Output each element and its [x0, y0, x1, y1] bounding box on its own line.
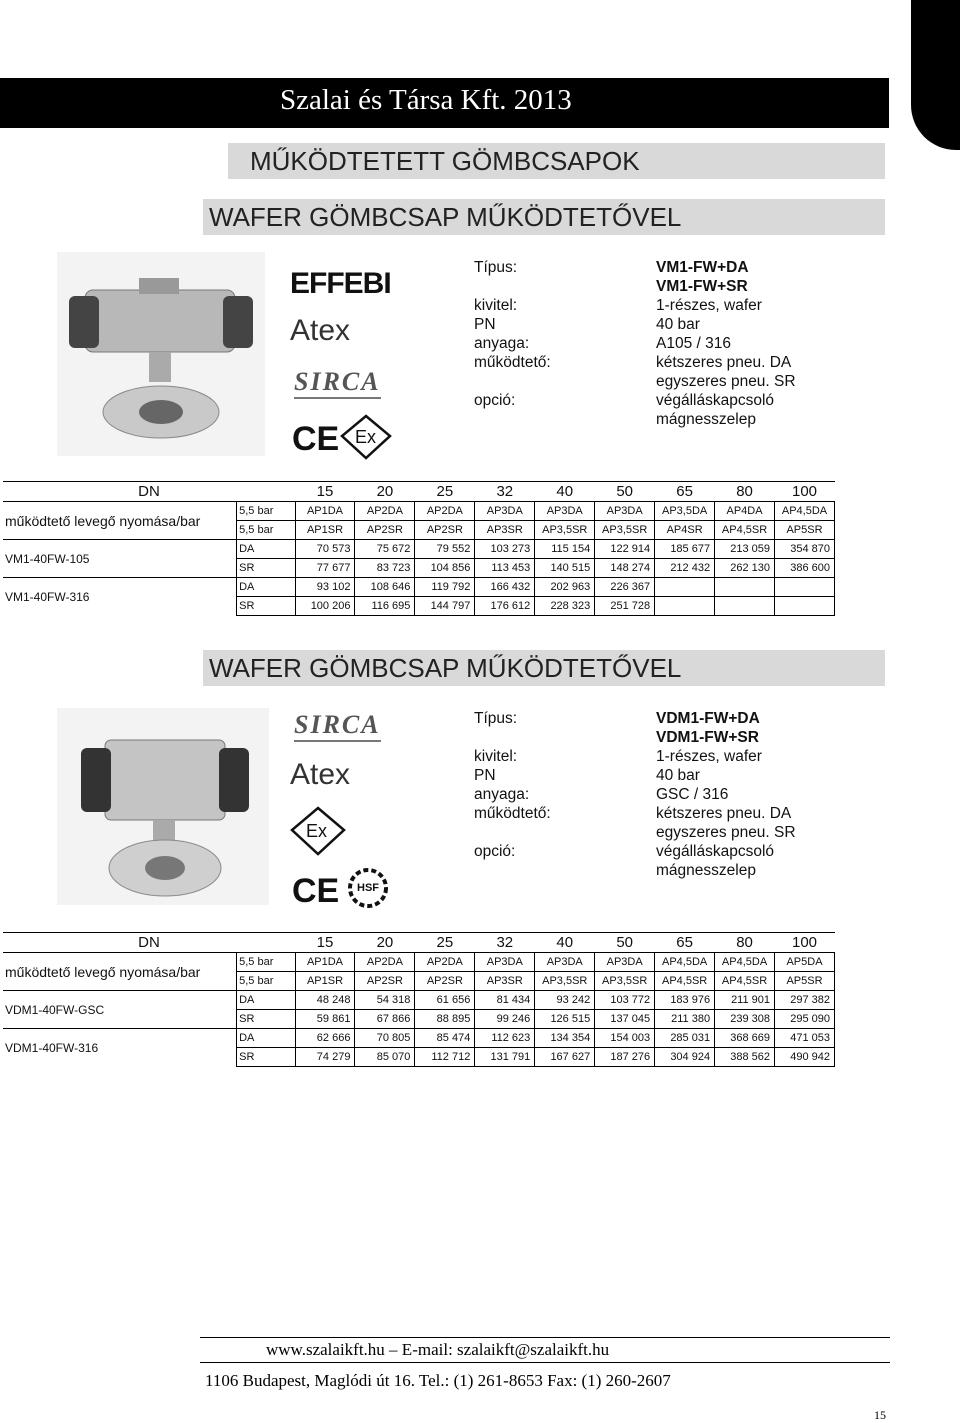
price-cell: 77 677 — [295, 559, 355, 578]
pn-value: 40 bar — [656, 767, 700, 784]
design-value: 1-részes, wafer — [656, 748, 762, 765]
price-cell: 79 552 — [415, 540, 475, 559]
price-cell: 166 432 — [475, 578, 535, 597]
actuator-code: AP1SR — [295, 972, 355, 991]
option-value-1: végálláskapcsoló — [656, 392, 775, 409]
dn-value: 65 — [655, 933, 715, 953]
type-value-sr: VM1-FW+SR — [656, 278, 748, 295]
price-cell — [775, 578, 835, 597]
footer-web-email: www.szalaikft.hu – E-mail: szalaikft@szalaikft.hu — [266, 1340, 610, 1359]
type-value-sr: VDM1-FW+SR — [656, 729, 759, 746]
svg-text:CE: CE — [292, 420, 340, 458]
actuator-code: AP2DA — [415, 502, 475, 521]
price-cell: 297 382 — [775, 991, 835, 1010]
price-cell: 226 367 — [595, 578, 655, 597]
type-value-da: VM1-FW+DA — [656, 259, 749, 276]
price-cell: 144 797 — [415, 597, 475, 616]
price-cell: 100 206 — [295, 597, 355, 616]
ce-ex-marks-icon — [290, 412, 400, 462]
price-cell: 93 242 — [535, 991, 595, 1010]
dn-value: 32 — [475, 482, 535, 502]
pn-value: 40 bar — [656, 316, 700, 333]
option-value-2: mágnesszelep — [656, 411, 756, 428]
material-label: anyaga: — [474, 786, 530, 803]
price-cell: 116 695 — [355, 597, 415, 616]
section-title-band — [228, 143, 885, 179]
price-cell: 131 791 — [475, 1048, 535, 1067]
operation-type: DA — [237, 1029, 295, 1048]
price-cell: 103 772 — [595, 991, 655, 1010]
operation-type: SR — [237, 597, 295, 616]
atex-logo: Atex — [290, 758, 351, 791]
dn-value: 15 — [295, 933, 355, 953]
price-cell: 285 031 — [655, 1029, 715, 1048]
actuator-code: AP3DA — [475, 502, 535, 521]
pn-label: PN — [474, 316, 496, 333]
atex-logo: Atex — [290, 314, 351, 347]
actuator-label: működtető: — [474, 805, 551, 822]
type-label: Típus: — [474, 259, 518, 276]
actuator-row — [3, 502, 835, 521]
price-cell: 85 070 — [355, 1048, 415, 1067]
product2-heading-band — [203, 650, 885, 686]
actuator-code: AP3,5SR — [535, 972, 595, 991]
pressure-value: 5,5 bar — [237, 502, 295, 521]
dn-value: 100 — [775, 482, 835, 502]
actuator-code: AP1SR — [295, 521, 355, 540]
price-cell: 48 248 — [295, 991, 355, 1010]
design-label: kivitel: — [474, 297, 518, 314]
product1-certification-logos — [290, 262, 450, 462]
operation-type: SR — [237, 1010, 295, 1029]
material-value: A105 / 316 — [656, 335, 731, 352]
model-name: VM1-40FW-105 — [3, 540, 237, 578]
price-cell: 211 380 — [655, 1010, 715, 1029]
dn-value: 100 — [775, 933, 835, 953]
price-cell: 471 053 — [775, 1029, 835, 1048]
product2-price-table — [3, 932, 835, 1067]
actuator-code: AP3,5SR — [535, 521, 595, 540]
price-cell: 112 712 — [415, 1048, 475, 1067]
actuator-code: AP2DA — [355, 953, 415, 972]
model-name: VM1-40FW-316 — [3, 578, 237, 616]
actuator-code: AP3DA — [475, 953, 535, 972]
product2-specs — [474, 709, 834, 879]
price-cell: 354 870 — [775, 540, 835, 559]
actuator-code: AP3,5SR — [595, 972, 655, 991]
price-cell: 187 276 — [595, 1048, 655, 1067]
product1-heading: WAFER GÖMBCSAP MŰKÖDTETŐVEL — [209, 202, 682, 232]
price-cell: 99 246 — [475, 1010, 535, 1029]
price-cell: 176 612 — [475, 597, 535, 616]
price-cell: 251 728 — [595, 597, 655, 616]
price-cell: 115 154 — [535, 540, 595, 559]
actuator-code: AP4,5SR — [655, 972, 715, 991]
dn-value: 20 — [355, 933, 415, 953]
price-cell: 54 318 — [355, 991, 415, 1010]
price-cell — [715, 578, 775, 597]
dn-value: 65 — [655, 482, 715, 502]
actuator-code: AP4,5DA — [655, 953, 715, 972]
valve-actuator-image — [57, 708, 269, 905]
actuator-code: AP2SR — [415, 972, 475, 991]
actuator-code: AP3DA — [535, 953, 595, 972]
actuator-code: AP2SR — [355, 521, 415, 540]
price-cell: 74 279 — [295, 1048, 355, 1067]
price-cell: 140 515 — [535, 559, 595, 578]
actuator-code: AP4,5SR — [715, 521, 775, 540]
price-cell: 104 856 — [415, 559, 475, 578]
model-name: VDM1-40FW-316 — [3, 1029, 237, 1067]
footer-divider-top — [200, 1337, 890, 1338]
price-cell: 70 573 — [295, 540, 355, 559]
actuator-code: AP5SR — [775, 521, 835, 540]
product1-heading-band — [203, 199, 885, 235]
header-title: Szalai és Társa Kft. 2013 — [280, 84, 572, 116]
actuator-code: AP1DA — [295, 953, 355, 972]
option-value-1: végálláskapcsoló — [656, 843, 775, 860]
material-value: GSC / 316 — [656, 786, 729, 803]
actuator-code: AP2SR — [415, 521, 475, 540]
table-row — [3, 1029, 835, 1048]
product2-photo — [57, 708, 269, 905]
actuator-code: AP3DA — [595, 502, 655, 521]
actuator-code: AP4DA — [715, 502, 775, 521]
price-cell: 103 273 — [475, 540, 535, 559]
actuator-code: AP3DA — [535, 502, 595, 521]
table-row — [3, 578, 835, 597]
ex-mark-icon — [290, 806, 350, 856]
actuator-code: AP5DA — [775, 953, 835, 972]
operation-type: DA — [237, 991, 295, 1010]
sirca-logo: SIRCA — [294, 367, 381, 399]
pressure-value: 5,5 bar — [237, 521, 295, 540]
dn-header-row — [3, 933, 835, 953]
price-cell: 185 677 — [655, 540, 715, 559]
price-cell: 59 861 — [295, 1010, 355, 1029]
actuator-code: AP4,5SR — [715, 972, 775, 991]
product1-price-table — [3, 481, 835, 616]
dn-value: 40 — [535, 933, 595, 953]
price-cell: 126 515 — [535, 1010, 595, 1029]
price-cell: 75 672 — [355, 540, 415, 559]
price-cell: 85 474 — [415, 1029, 475, 1048]
price-cell: 304 924 — [655, 1048, 715, 1067]
footer-address: 1106 Budapest, Maglódi út 16. Tel.: (1) 261-8653 Fax: (1) 260-2607 — [205, 1371, 671, 1390]
price-cell: 70 805 — [355, 1029, 415, 1048]
product2-certification-logos — [290, 708, 450, 908]
actuator-code: AP2DA — [415, 953, 475, 972]
table-row — [3, 991, 835, 1010]
actuator-code: AP4,5DA — [715, 953, 775, 972]
section-title: MŰKÖDTETETT GÖMBCSAPOK — [250, 146, 640, 176]
actuator-value-da: kétszeres pneu. DA — [656, 354, 792, 371]
dn-header-row — [3, 482, 835, 502]
pressure-label: működtető levegő nyomása/bar — [3, 502, 237, 540]
model-name: VDM1-40FW-GSC — [3, 991, 237, 1029]
dn-value: 32 — [475, 933, 535, 953]
price-cell: 167 627 — [535, 1048, 595, 1067]
actuator-code: AP3,5DA — [655, 502, 715, 521]
option-value-2: mágnesszelep — [656, 862, 756, 879]
price-cell: 202 963 — [535, 578, 595, 597]
price-cell — [775, 597, 835, 616]
dn-label: DN — [3, 933, 295, 953]
actuator-value-da: kétszeres pneu. DA — [656, 805, 792, 822]
price-cell: 83 723 — [355, 559, 415, 578]
pressure-label: működtető levegő nyomása/bar — [3, 953, 237, 991]
price-cell: 134 354 — [535, 1029, 595, 1048]
price-cell: 490 942 — [775, 1048, 835, 1067]
design-label: kivitel: — [474, 748, 518, 765]
actuator-code: AP4SR — [655, 521, 715, 540]
actuator-code: AP5SR — [775, 972, 835, 991]
price-cell: 62 666 — [295, 1029, 355, 1048]
type-label: Típus: — [474, 710, 518, 727]
actuator-value-sr: egyszeres pneu. SR — [656, 373, 796, 390]
price-cell: 148 274 — [595, 559, 655, 578]
actuator-value-sr: egyszeres pneu. SR — [656, 824, 796, 841]
operation-type: DA — [237, 540, 295, 559]
pressure-value: 5,5 bar — [237, 972, 295, 991]
price-cell: 113 453 — [475, 559, 535, 578]
dn-label: DN — [3, 482, 295, 502]
actuator-row — [3, 953, 835, 972]
price-cell: 119 792 — [415, 578, 475, 597]
price-cell — [655, 578, 715, 597]
dn-value: 50 — [595, 482, 655, 502]
dn-value: 20 — [355, 482, 415, 502]
price-cell: 262 130 — [715, 559, 775, 578]
price-cell: 212 432 — [655, 559, 715, 578]
sirca-logo: SIRCA — [294, 710, 381, 742]
page-tab-number: 1 — [932, 88, 943, 113]
valve-actuator-image — [57, 252, 265, 456]
product1-photo — [57, 252, 265, 456]
effebi-logo: EFFEBI — [290, 267, 391, 300]
price-cell: 228 323 — [535, 597, 595, 616]
actuator-code: AP2SR — [355, 972, 415, 991]
price-cell: 213 059 — [715, 540, 775, 559]
price-cell: 122 914 — [595, 540, 655, 559]
actuator-code: AP4,5DA — [775, 502, 835, 521]
operation-type: SR — [237, 1048, 295, 1067]
price-cell: 108 646 — [355, 578, 415, 597]
svg-text:Ex: Ex — [306, 821, 328, 841]
actuator-code: AP1DA — [295, 502, 355, 521]
page-number: 15 — [874, 1408, 886, 1422]
svg-text:CE: CE — [292, 872, 340, 910]
type-value-da: VDM1-FW+DA — [656, 710, 760, 727]
dn-value: 15 — [295, 482, 355, 502]
product1-specs — [474, 258, 834, 428]
dn-value: 25 — [415, 482, 475, 502]
price-cell: 112 623 — [475, 1029, 535, 1048]
price-cell: 386 600 — [775, 559, 835, 578]
price-cell — [655, 597, 715, 616]
price-cell: 388 562 — [715, 1048, 775, 1067]
option-label: opció: — [474, 843, 516, 860]
footer-divider-mid — [200, 1362, 890, 1363]
price-cell: 88 895 — [415, 1010, 475, 1029]
dn-value: 40 — [535, 482, 595, 502]
page-corner-tab — [911, 0, 960, 150]
pressure-value: 5,5 bar — [237, 953, 295, 972]
dn-value: 50 — [595, 933, 655, 953]
actuator-label: működtető: — [474, 354, 551, 371]
price-cell: 81 434 — [475, 991, 535, 1010]
actuator-code: AP3DA — [595, 953, 655, 972]
hsf-logo: HSF — [357, 882, 379, 894]
operation-type: DA — [237, 578, 295, 597]
price-cell: 295 090 — [775, 1010, 835, 1029]
actuator-code: AP2DA — [355, 502, 415, 521]
price-cell: 183 976 — [655, 991, 715, 1010]
header-bar — [0, 78, 889, 128]
price-cell: 137 045 — [595, 1010, 655, 1029]
dn-value: 25 — [415, 933, 475, 953]
price-cell: 61 656 — [415, 991, 475, 1010]
price-cell: 211 901 — [715, 991, 775, 1010]
price-cell: 239 308 — [715, 1010, 775, 1029]
dn-value: 80 — [715, 482, 775, 502]
product2-heading: WAFER GÖMBCSAP MŰKÖDTETŐVEL — [209, 653, 682, 683]
dn-value: 80 — [715, 933, 775, 953]
design-value: 1-részes, wafer — [656, 297, 762, 314]
actuator-code: AP3SR — [475, 972, 535, 991]
price-cell: 368 669 — [715, 1029, 775, 1048]
table-row — [3, 540, 835, 559]
actuator-code: AP3,5SR — [595, 521, 655, 540]
operation-type: SR — [237, 559, 295, 578]
svg-text:Ex: Ex — [355, 427, 377, 447]
price-cell — [715, 597, 775, 616]
price-cell: 154 003 — [595, 1029, 655, 1048]
material-label: anyaga: — [474, 335, 530, 352]
actuator-code: AP3SR — [475, 521, 535, 540]
option-label: opció: — [474, 392, 516, 409]
price-cell: 67 866 — [355, 1010, 415, 1029]
pn-label: PN — [474, 767, 496, 784]
price-cell: 93 102 — [295, 578, 355, 597]
